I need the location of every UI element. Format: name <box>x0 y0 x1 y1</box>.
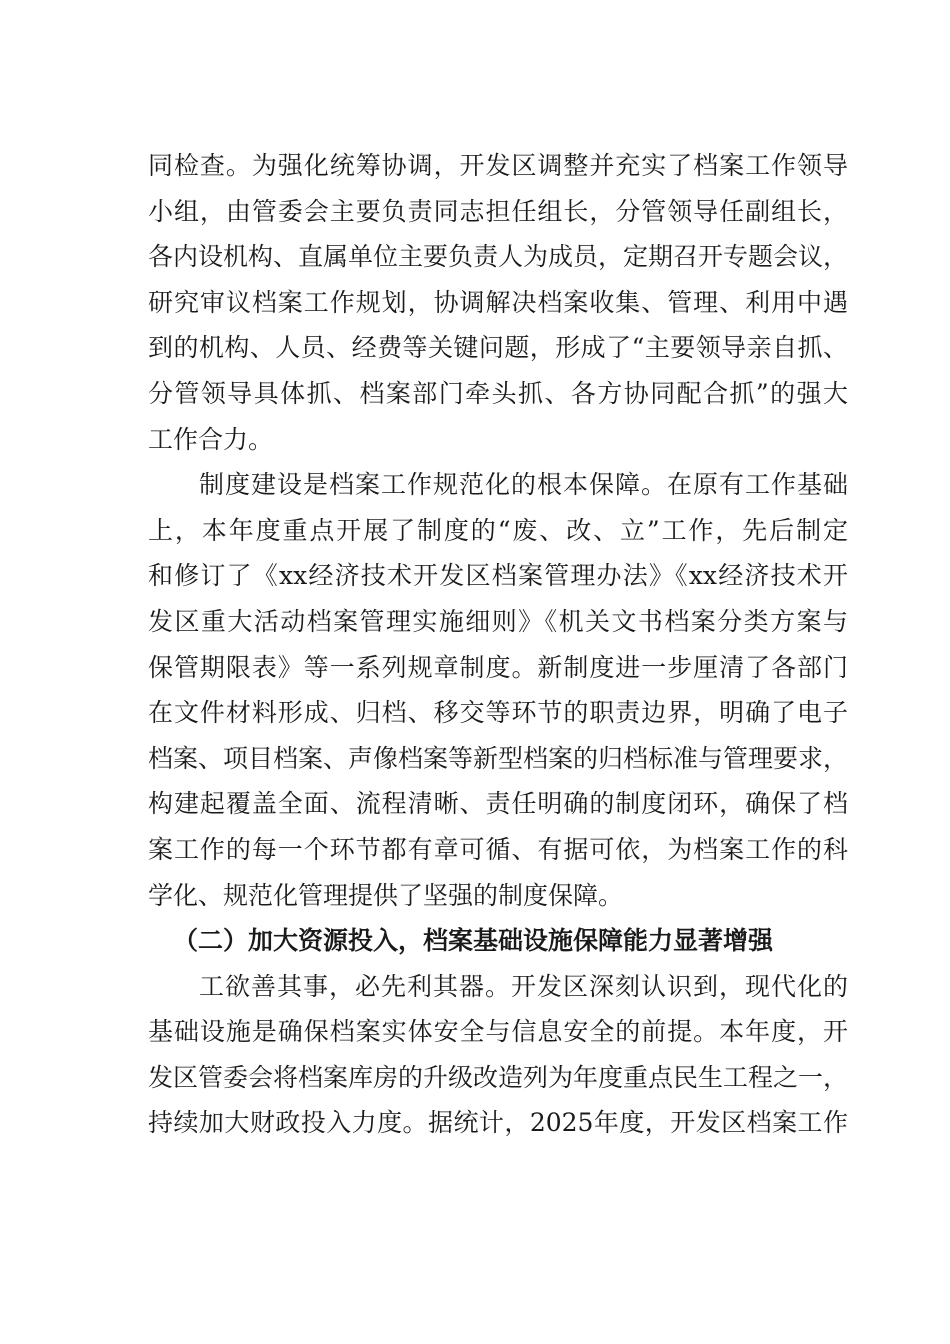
text-line: 分管领导具体抓、档案部门牵头抓、各方协同配合抓”的强大 <box>148 378 848 408</box>
text-line: 到的机构、人员、经费等关键问题，形成了“主要领导亲自抓、 <box>148 333 848 363</box>
text-line: 和修订了《xx经济技术开发区档案管理办法》《xx经济技术开 <box>148 561 848 591</box>
text-line: 保管期限表》等一系列规章制度。新制度进一步厘清了各部门 <box>148 652 848 682</box>
text-line: 制度建设是档案工作规范化的根本保障。在原有工作基础 <box>199 470 848 500</box>
text-line: 在文件材料形成、归档、移交等环节的职责边界，明确了电子 <box>148 698 848 728</box>
text-line: 工欲善其事，必先利其器。开发区深刻认识到，现代化的 <box>199 971 848 1001</box>
text-line: 构建起覆盖全面、流程清晰、责任明确的制度闭环，确保了档 <box>148 789 848 819</box>
text-line: 工作合力。 <box>148 424 274 454</box>
text-line: 持续加大财政投入力度。据统计，2025年度，开发区档案工作 <box>148 1108 848 1138</box>
text-line: 研究审议档案工作规划，协调解决档案收集、管理、利用中遇 <box>148 287 848 317</box>
text-line: 同检查。为强化统筹协调，开发区调整并充实了档案工作领导 <box>148 151 848 180</box>
section-heading: （二）加大资源投入，档案基础设施保障能力显著增强 <box>173 926 774 956</box>
text-line: 小组，由管委会主要负责同志担任组长，分管领导任副组长， <box>148 196 848 226</box>
text-line: 发区管委会将档案库房的升级改造列为年度重点民生工程之一， <box>148 1062 849 1092</box>
text-line: 各内设机构、直属单位主要负责人为成员，定期召开专题会议， <box>148 242 849 272</box>
paragraph-system-building <box>148 462 848 918</box>
text-line: 档案、项目档案、声像档案等新型档案的归档标准与管理要求， <box>148 743 849 773</box>
text-line: 案工作的每一个环节都有章可循、有据可依，为档案工作的科 <box>148 834 848 864</box>
document-body <box>148 143 848 1146</box>
text-line: 学化、规范化管理提供了坚强的制度保障。 <box>148 880 624 910</box>
text-line: 基础设施是确保档案实体安全与信息安全的前提。本年度，开 <box>148 1017 848 1047</box>
text-line: 发区重大活动档案管理实施细则》《机关文书档案分类方案与 <box>148 606 848 636</box>
text-line: 上，本年度重点开展了制度的“废、改、立”工作，先后制定 <box>148 515 848 545</box>
paragraph-infrastructure <box>148 964 848 1146</box>
paragraph-leadership <box>148 143 848 462</box>
